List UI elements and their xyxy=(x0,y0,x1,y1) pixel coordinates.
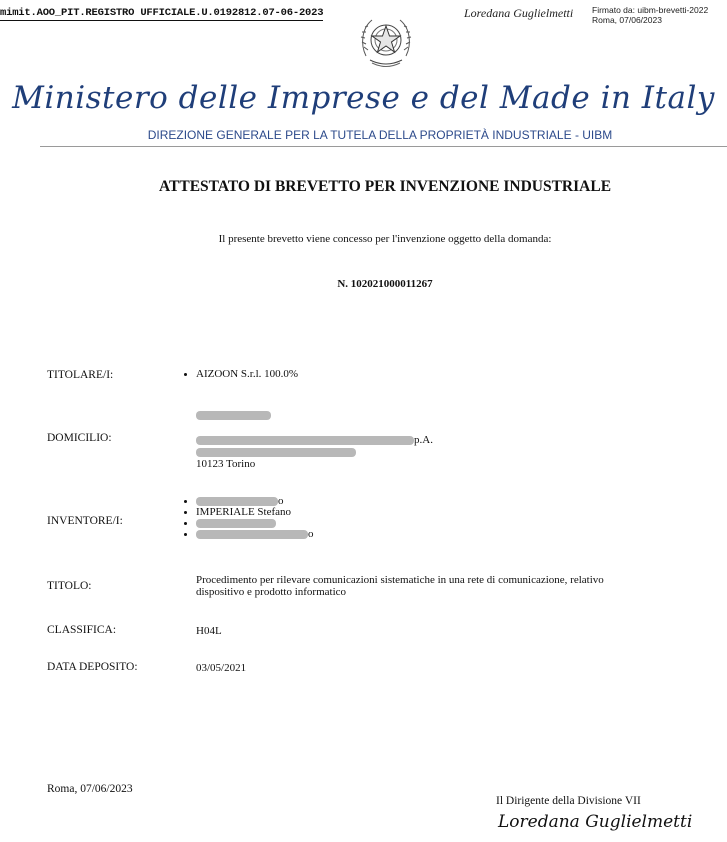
digital-signature-name: Loredana Guglielmetti xyxy=(464,6,574,20)
signed-place-date: Roma, 07/06/2023 xyxy=(592,15,662,25)
inventor-item: o xyxy=(180,496,314,507)
signed-by-text: Firmato da: uibm-brevetti-2022 xyxy=(592,5,709,15)
certificate-intro: Il presente brevetto viene concesso per l'invenzione oggetto della domanda: xyxy=(218,233,552,245)
domicile-line-2 xyxy=(196,446,433,458)
domicile-city: 10123 Torino xyxy=(196,458,256,470)
director-title: Il Dirigente della Divisione VII xyxy=(496,795,641,807)
domicile-line-1: p.A. xyxy=(196,434,433,446)
digital-signature-metadata xyxy=(592,5,708,25)
invention-title-line-2: dispositivo e prodotto informatico xyxy=(196,586,347,598)
patent-number: N. 102021000011267 xyxy=(337,278,433,290)
filing-date-value: 03/05/2021 xyxy=(196,662,247,674)
ministry-name: Ministero delle Imprese e del Made in Italy xyxy=(12,80,715,116)
certificate-title: ATTESTATO DI BREVETTO PER INVENZIONE INDUSTRIALE xyxy=(158,178,612,195)
inventor-item: o xyxy=(180,529,314,540)
header-divider xyxy=(40,146,727,147)
inventor-item xyxy=(180,518,314,529)
italian-emblem-icon xyxy=(358,10,414,72)
protocol-number: mimit.AOO_PIT.REGISTRO UFFICIALE.U.0192812.07-06-2023 xyxy=(0,7,324,19)
inventors-label: INVENTORE/I: xyxy=(47,515,123,527)
classification-value: H04L xyxy=(196,625,222,637)
classification-label: CLASSIFICA: xyxy=(47,624,117,636)
holder-label: TITOLARE/I: xyxy=(47,369,114,381)
footer-place-date: Roma, 07/06/2023 xyxy=(47,783,133,795)
inventor-item: IMPERIALE Stefano xyxy=(180,507,314,518)
domicile-value xyxy=(196,434,433,470)
inventors-list xyxy=(180,496,314,540)
invention-title-line-1: Procedimento per rilevare comunicazioni sistematiche in una rete di comunicazione, relativo xyxy=(196,574,604,586)
title-label: TITOLO: xyxy=(47,580,92,592)
directorate-name: DIREZIONE GENERALE PER LA TUTELA DELLA PROPRIETÀ INDUSTRIALE - UIBM xyxy=(147,128,613,142)
holder-list xyxy=(180,369,298,380)
holder-item: AIZOON S.r.l. 100.0% xyxy=(180,369,298,380)
invention-title xyxy=(196,574,604,598)
filing-date-label: DATA DEPOSITO: xyxy=(47,661,138,673)
domicile-label: DOMICILIO: xyxy=(47,432,112,444)
director-signature: Loredana Guglielmetti xyxy=(498,812,693,832)
redacted-text xyxy=(196,406,271,424)
